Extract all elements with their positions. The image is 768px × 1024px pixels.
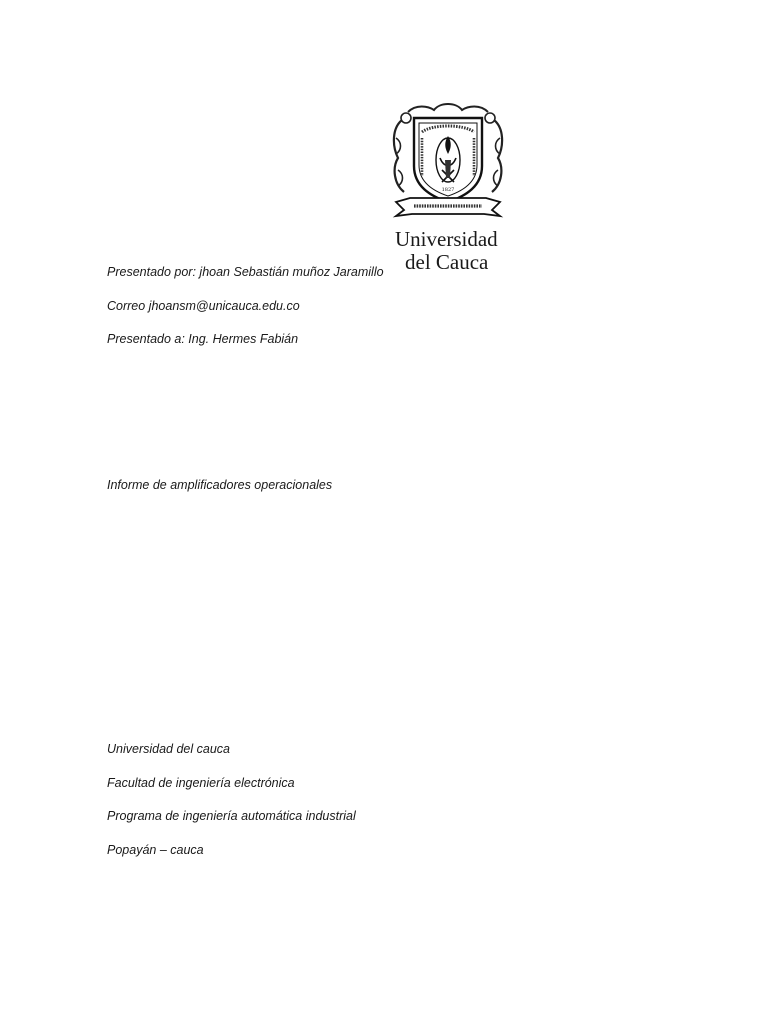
location-line: Popayán – cauca bbox=[107, 843, 204, 857]
presented-by: Presentado por: jhoan Sebastián muñoz Jaramillo bbox=[107, 265, 384, 279]
email: Correo jhoansm@unicauca.edu.co bbox=[107, 299, 300, 313]
university-line: Universidad del cauca bbox=[107, 742, 230, 756]
logo-name-line1: Universidad bbox=[395, 227, 498, 251]
university-logo bbox=[388, 98, 508, 274]
presented-to: Presentado a: Ing. Hermes Fabián bbox=[107, 332, 299, 346]
university-seal-icon bbox=[388, 98, 508, 224]
report-title: Informe de amplificadores operacionales bbox=[107, 478, 333, 492]
logo-name-line2: del Cauca bbox=[405, 250, 489, 274]
program-line: Programa de ingeniería automática industrial bbox=[107, 809, 356, 823]
faculty-line: Facultad de ingeniería electrónica bbox=[107, 776, 295, 790]
svg-text:1827: 1827 bbox=[441, 187, 455, 193]
